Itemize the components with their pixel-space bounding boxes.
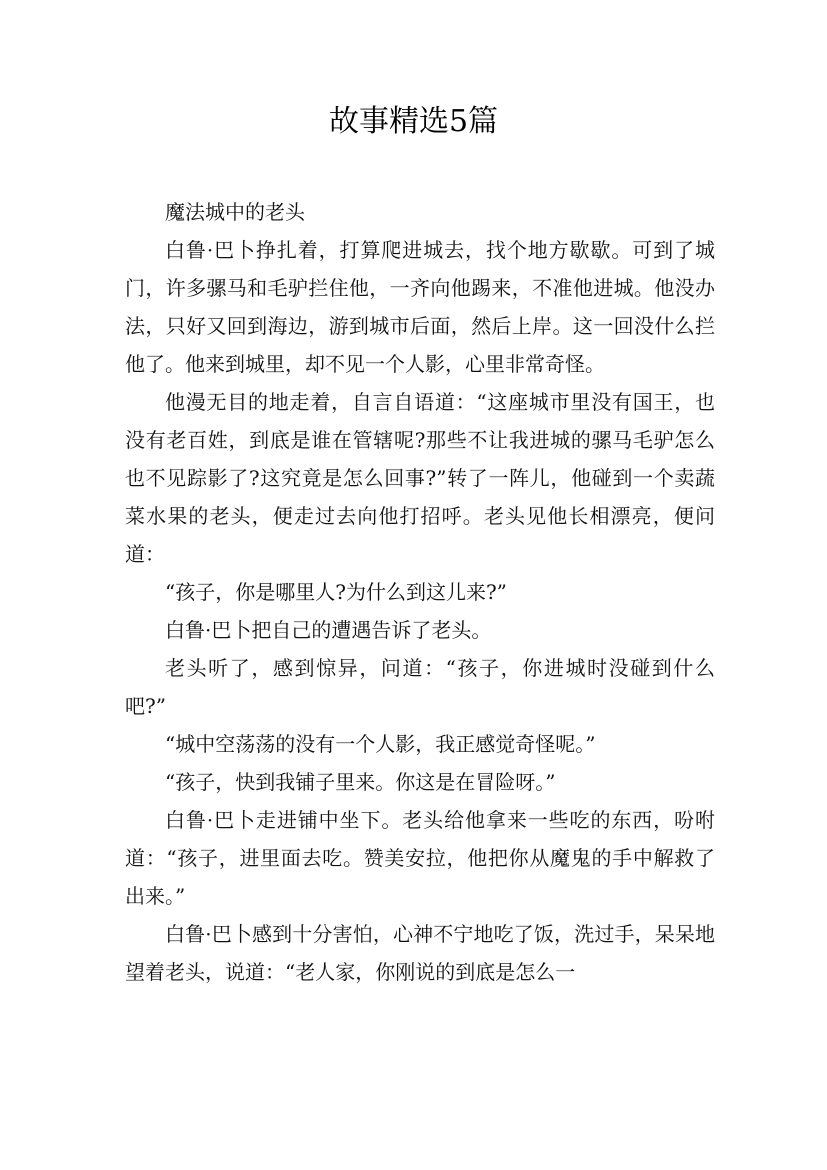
paragraph: 老头听了，感到惊异，问道：“孩子，你进城时没碰到什么吧?” xyxy=(125,656,715,718)
paragraph: 白鲁·巴卜把自己的遭遇告诉了老头。 xyxy=(165,618,492,642)
paragraph: 白鲁·巴卜挣扎着，打算爬进城去，找个地方歇歇。可到了城门，许多骡马和毛驴拦住他，一齐向他踢来，不准他进城。他没办法，只好又回到海边，游到城市后面，然后上岸。这一回没什么拦他了。他来到城里，却不见一个人影，心里非常奇怪。 xyxy=(125,238,715,376)
paragraph: 白鲁·巴卜感到十分害怕，心神不宁地吃了饭，洗过手，呆呆地望着老头，说道：“老人家，你刚说的到底是怎么一 xyxy=(125,922,715,984)
document-body xyxy=(125,193,715,991)
paragraph: 他漫无目的地走着，自言自语道：“这座城市里没有国王，也没有老百姓，到底是谁在管辖呢?那些不让我进城的骡马毛驴怎么也不见踪影了?这究竟是怎么回事?”转了一阵儿，他碰到一个卖蔬菜水果的老头，便走过去向他打招呼。老头见他长相漂亮，便问道： xyxy=(125,390,715,566)
paragraph: “孩子，你是哪里人?为什么到这儿来?” xyxy=(165,580,507,604)
paragraph: “孩子，快到我铺子里来。你这是在冒险呀。” xyxy=(165,770,556,794)
section-heading: 魔法城中的老头 xyxy=(165,200,305,224)
paragraph: 白鲁·巴卜走进铺中坐下。老头给他拿来一些吃的东西，吩咐道：“孩子，进里面去吃。赞美安拉，他把你从魔鬼的手中解救了出来。” xyxy=(125,808,715,908)
document-title: 故事精选5篇 xyxy=(328,104,499,139)
paragraph: “城中空荡荡的没有一个人影，我正感觉奇怪呢。” xyxy=(165,732,596,756)
